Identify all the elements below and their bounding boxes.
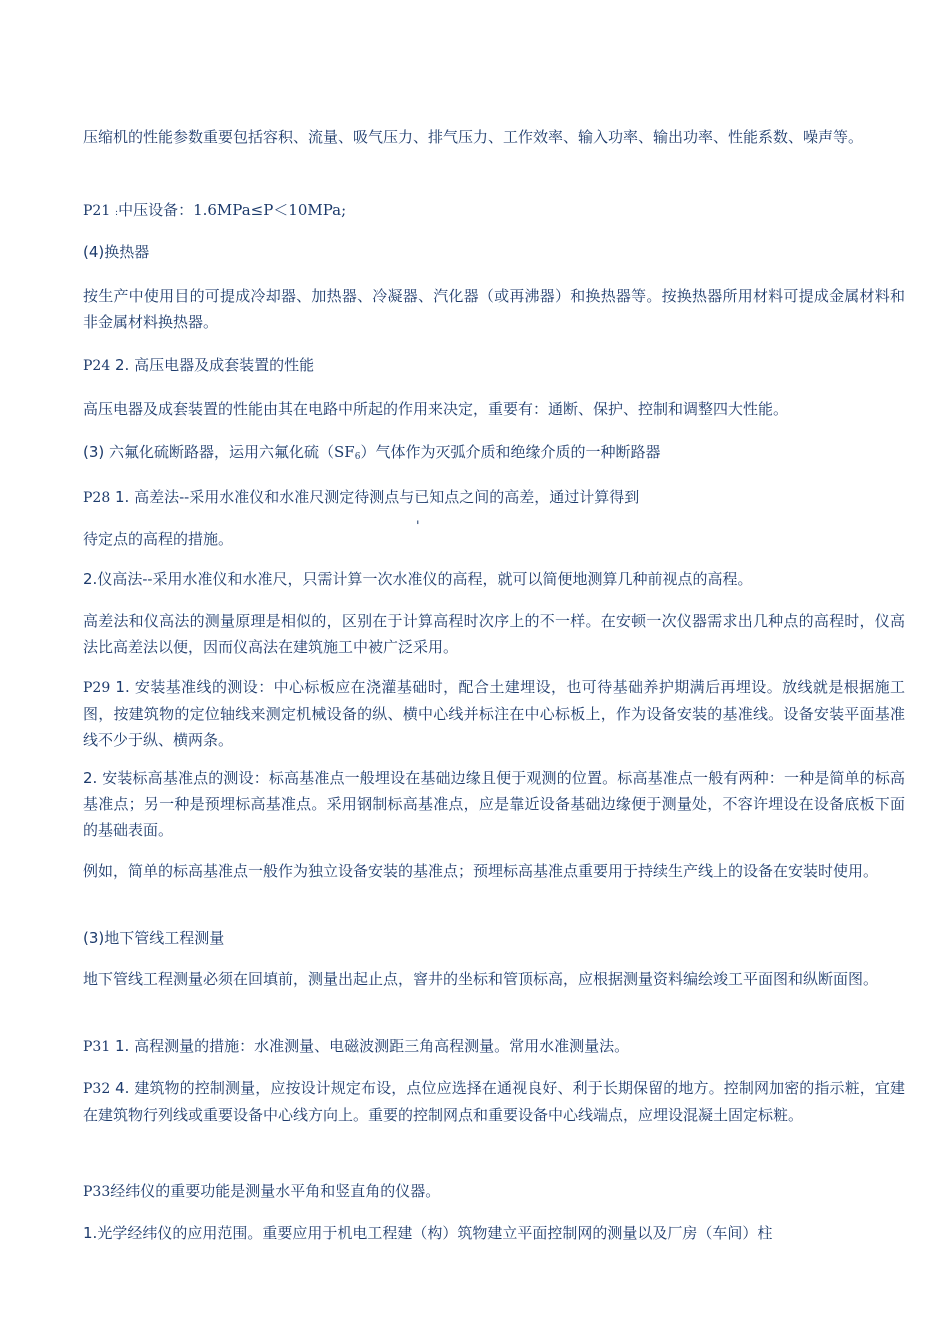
colon-mark: : [115, 208, 119, 218]
paragraph-text: 六氟化硫断路器，运用六氟化硫（SF [109, 443, 355, 461]
item-number: 2. [83, 570, 98, 588]
stray-mark: ' [416, 519, 420, 534]
paragraph-text: 压缩机的性能参数重要包括容积、流量、吸气压力、排气压力、工作效率、输入功率、输出功率、性能系数、噪声等。 [83, 128, 864, 146]
paragraph-hv-performance [83, 396, 905, 422]
item-number: 1. [115, 678, 130, 696]
heading-text: 地下管线工程测量 [104, 929, 225, 947]
paragraph-text: 中压设备：1.6MPa≤P＜10MPa; [118, 201, 347, 219]
paragraph-text: 待定点的高程的措施。 [83, 530, 234, 548]
item-number: (3) [83, 443, 105, 461]
page-ref: P28 [83, 490, 111, 506]
page-ref: P32 [83, 1081, 111, 1097]
paragraph-p31 [83, 1033, 905, 1060]
paragraph-compressor [83, 124, 905, 150]
paragraph-text: 建筑物的控制测量，应按设计规定布设，点位应选择在通视良好、利于长期保留的地方。控制网加密的指示粧，宜建在建筑物行列线或重要设备中心线方向上。重要的控制网点和重要设备中心线端点，应埋设混凝土固定标粧。 [83, 1079, 905, 1124]
heading-text: 高压电器及成套装置的性能 [134, 356, 315, 374]
item-number: 1. [115, 1037, 130, 1055]
paragraph-elevation-benchmark [83, 765, 905, 843]
paragraph-text: 经纬仪的重要功能是测量水平角和竖直角的仪器。 [110, 1182, 441, 1200]
item-number: 2. [115, 356, 130, 374]
item-number: 4. [115, 1079, 130, 1097]
paragraph-text: 高差法和仪高法的测量原理是相似的，区别在于计算高程时次序上的不一样。在安顿一次仪器需求出几种点的高程时，仪高法比高差法以便，因而仪高法在建筑施工中被广泛采用。 [83, 612, 905, 656]
paragraph-text: 地下管线工程测量必须在回填前，测量出起止点，窨井的坐标和管顶标高，应根据测量资料编绘竣工平面图和纵断面图。 [83, 970, 879, 988]
paragraph-sf6 [83, 439, 905, 470]
paragraph-instrument-height [83, 566, 905, 592]
page-ref: P21 [83, 203, 111, 219]
paragraph-text: 高压电器及成套装置的性能由其在电路中所起的作用来决定，重要有：通断、保护、控制和调整四大性能。 [83, 400, 789, 418]
paragraph-text: 高差法--采用水准仪和水准尺测定待测点与已知点之间的高差，通过计算得到 [134, 488, 640, 506]
paragraph-text: 安装标高基准点的测设：标高基准点一般埋设在基础边缘且便于观测的位置。标高基准点一般有两种：一种是简单的标高基准点；另一种是预埋标高基准点。采用钢制标高基准点，应是靠近设备基础边缘便于测量处，不容许埋设在设备底板下面的基础表面。 [83, 769, 905, 839]
heading-heat-exchanger [83, 239, 905, 265]
paragraph-heat-exchanger [83, 283, 905, 335]
page-ref: P24 [83, 358, 111, 374]
paragraph-p24 [83, 352, 905, 379]
heading-underground-pipeline [83, 925, 905, 951]
paragraph-example [83, 858, 905, 884]
paragraph-text: 光学经纬仪的应用范围。重要应用于机电工程建（构）筑物建立平面控制网的测量以及厂房（车间）柱 [97, 1224, 773, 1242]
page-ref: P33 [83, 1184, 111, 1200]
paragraph-comparison [83, 608, 905, 660]
heading-text: 换热器 [104, 243, 150, 261]
page-ref: P31 [83, 1039, 111, 1055]
paragraph-p32 [83, 1075, 905, 1128]
paragraph-text: 高程测量的措施：水准测量、电磁波测距三角高程测量。常用水准测量法。 [134, 1037, 630, 1055]
item-number: 2. [83, 769, 98, 787]
item-number: 1. [83, 1224, 98, 1242]
paragraph-p21 [83, 197, 905, 226]
paragraph-text: ）气体作为灭弧介质和绝缘介质的一种断路器 [360, 443, 661, 461]
item-number: (4) [83, 243, 105, 261]
paragraph-underground-pipeline [83, 966, 905, 992]
paragraph-text: 例如，简单的标高基准点一般作为独立设备安装的基准点；预埋标高基准点重要用于持续生产线上的设备在安装时使用。 [83, 862, 879, 880]
item-number: 1. [115, 488, 130, 506]
paragraph-p28-cont [83, 526, 905, 552]
paragraph-optical-theodolite [83, 1220, 905, 1246]
paragraph-p33 [83, 1178, 905, 1205]
paragraph-text: 安装基准线的测设：中心标板应在浇灌基础时，配合土建埋设，也可待基础养护期满后再埋设。放线就是根据施工图，按建筑物的定位轴线来测定机械设备的纵、横中心线并标注在中心标板上，作为设备安装的基准线。设备安装平面基准线不少于纵、横两条。 [83, 678, 905, 749]
page-ref: P29 [83, 680, 111, 696]
paragraph-text: 仪高法--采用水准仪和水准尺，只需计算一次水准仪的高程，就可以简便地测算几种前视点的高程。 [97, 570, 753, 588]
item-number: (3) [83, 929, 105, 947]
subscript: 6 [354, 452, 361, 462]
paragraph-p28 [83, 484, 905, 511]
paragraph-p29 [83, 674, 905, 753]
paragraph-text: 按生产中使用目的可提成冷却器、加热器、冷凝器、汽化器（或再沸器）和换热器等。按换热器所用材料可提成金属材料和非金属材料换热器。 [83, 287, 905, 331]
